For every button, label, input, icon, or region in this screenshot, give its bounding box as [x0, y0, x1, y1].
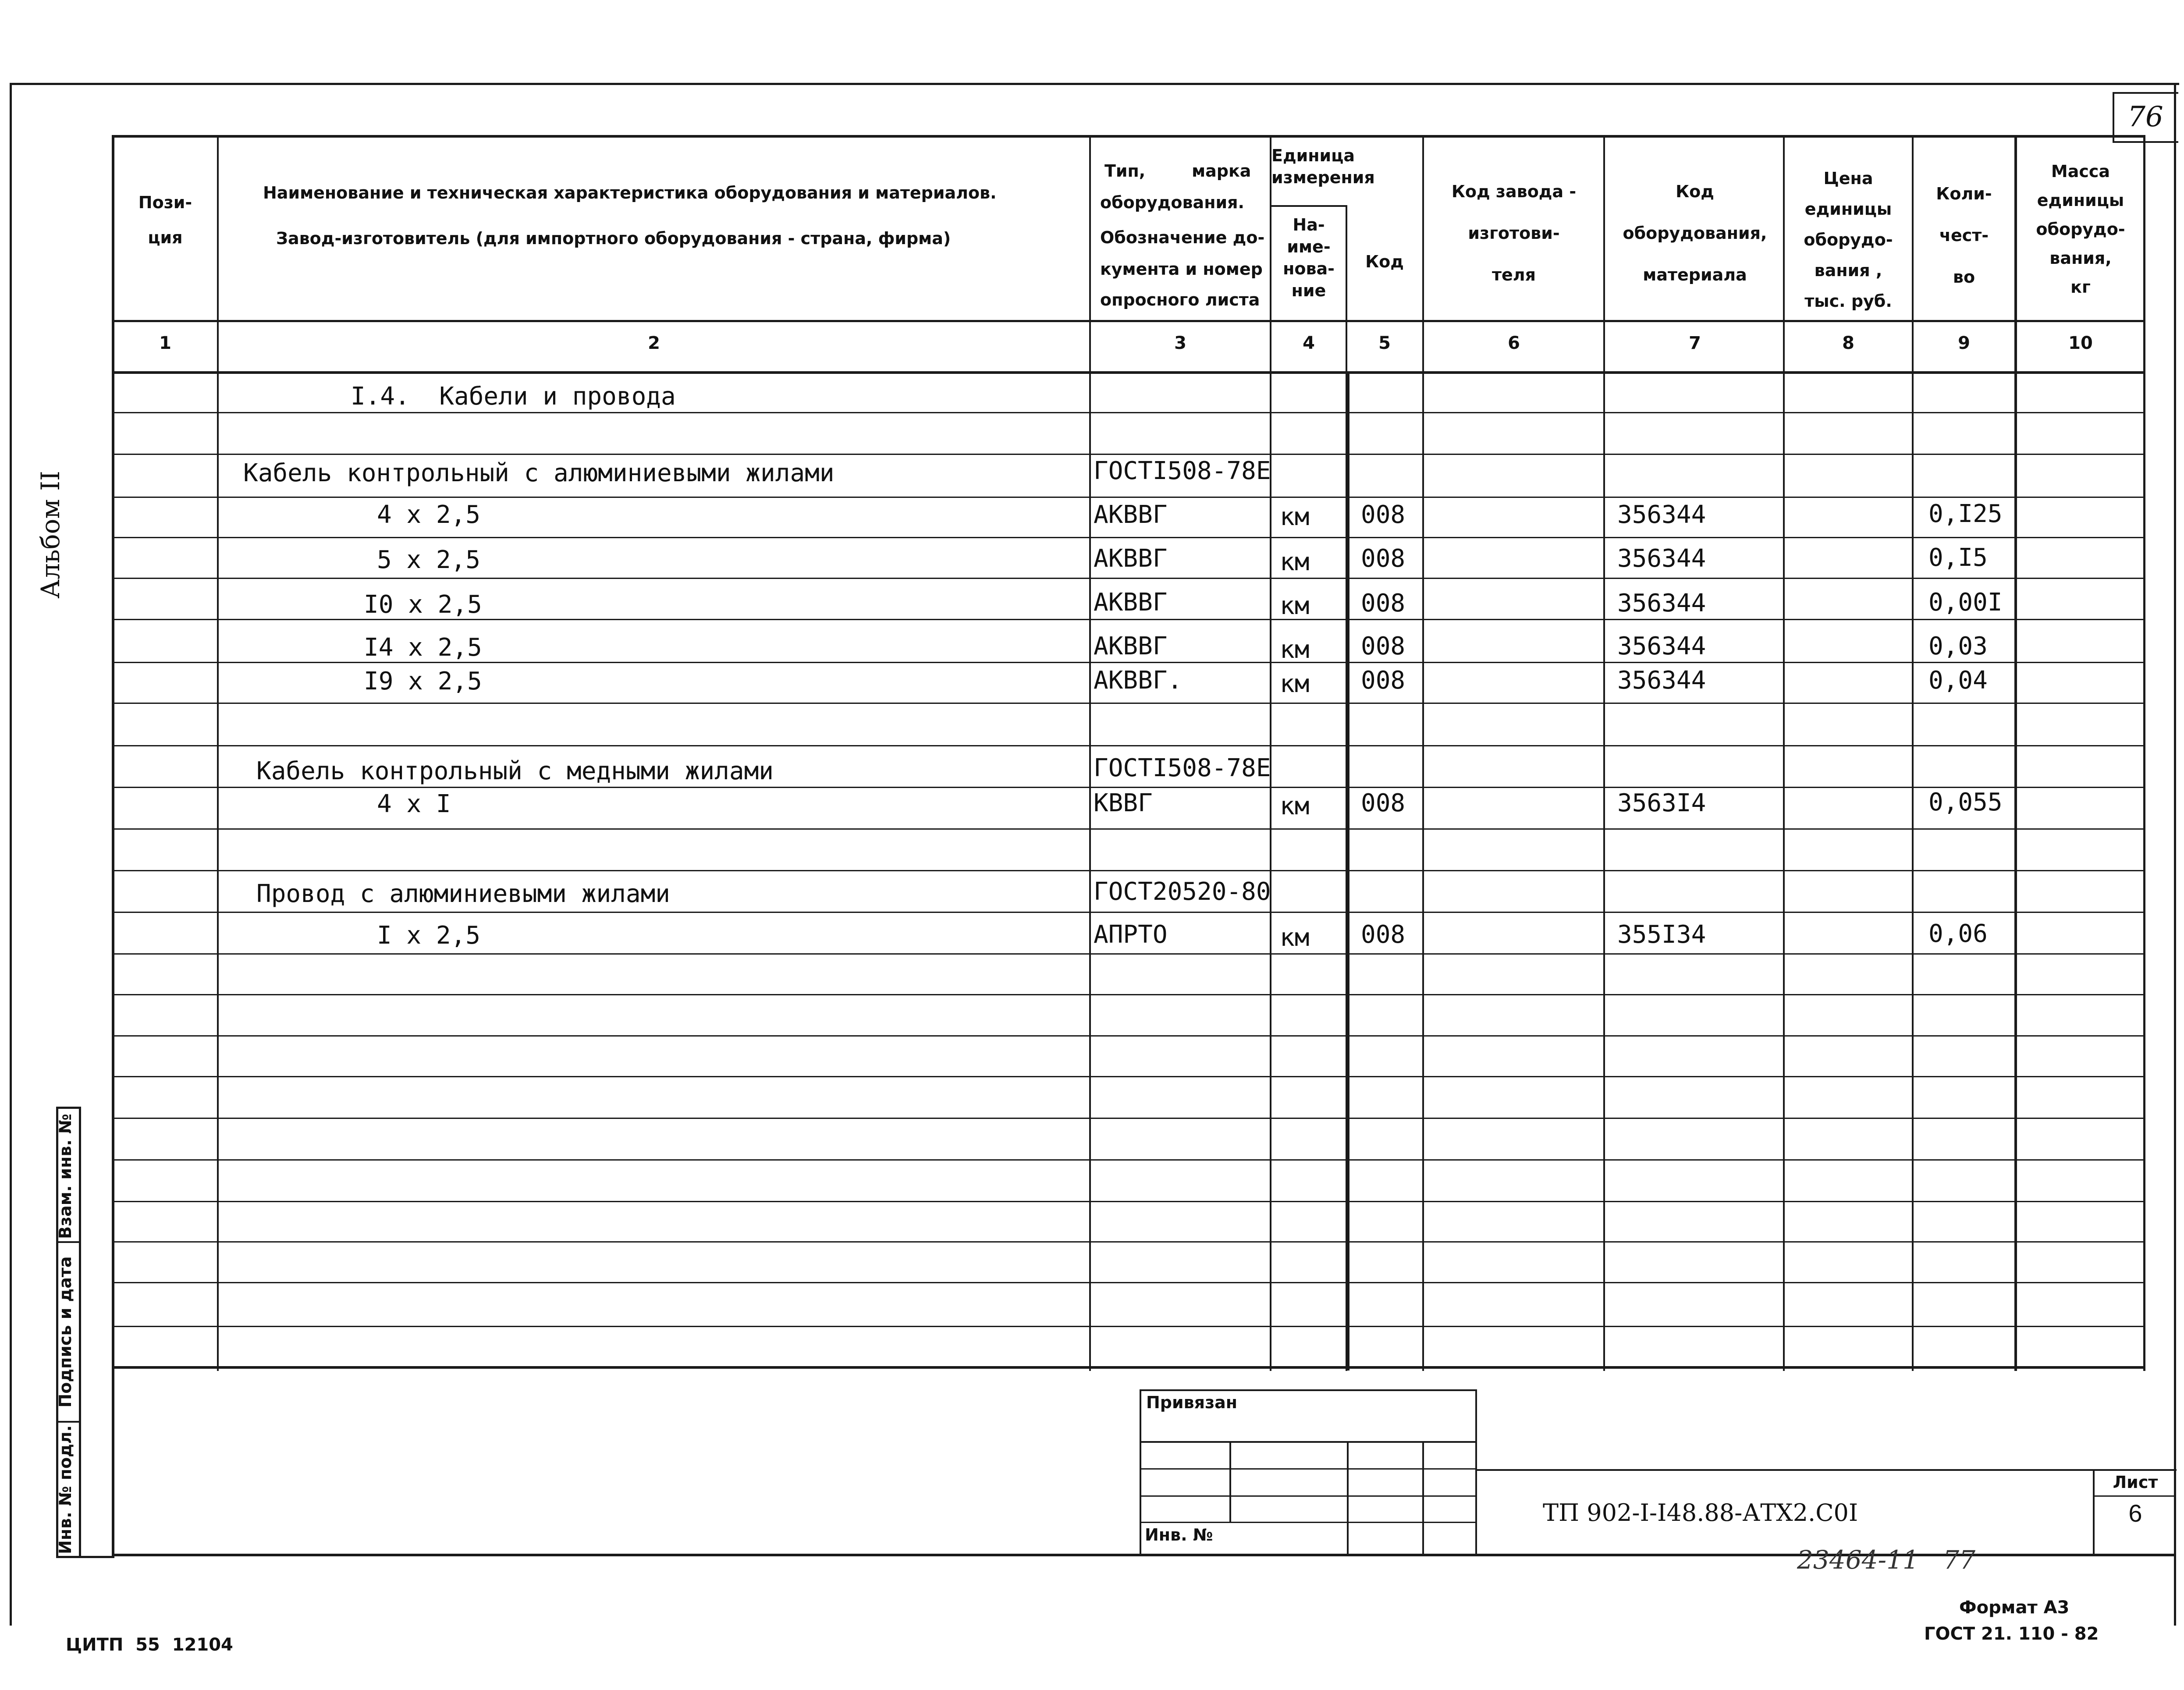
header-col5: Код — [1365, 252, 1404, 271]
cipt-label: ЦИТП 55 12104 — [66, 1635, 233, 1655]
table-row-mat-code: 356344 — [1617, 666, 1706, 695]
col-number-9: 9 — [1958, 333, 1970, 353]
header-col6-line1: Код завода - — [1451, 182, 1577, 201]
table-row-qty: 0,055 — [1928, 788, 2003, 817]
col-number-10: 10 — [2068, 333, 2093, 353]
table-row-mat-code: 356344 — [1617, 632, 1706, 660]
table-row-unit: км — [1280, 792, 1310, 820]
group-title-copper-cable: Кабель контрольный с медными жилами — [256, 757, 774, 785]
gost-copper-cable: ГОСТI508-78Е — [1094, 754, 1271, 782]
table-row-unit: км — [1280, 670, 1310, 698]
gost-label: ГОСТ 21. 110 - 82 — [1924, 1624, 2099, 1644]
table-row-type: АКВВГ — [1094, 501, 1168, 529]
header-col4-line4: ние — [1291, 281, 1326, 300]
col-number-2: 2 — [648, 333, 660, 353]
table-row-code: 008 — [1361, 920, 1406, 949]
header-col9-line3: во — [1953, 267, 1975, 287]
table-row-code: 008 — [1361, 589, 1406, 618]
header-col3-line2: оборудования. — [1100, 193, 1244, 212]
header-col10-line1: Масса — [2051, 162, 2110, 181]
table-row-code: 008 — [1361, 544, 1406, 573]
table-row-qty: 0,I25 — [1928, 500, 2003, 528]
format-label: Формат А3 — [1959, 1598, 2070, 1618]
sheet-number: 6 — [2128, 1499, 2142, 1527]
header-col1-line2: ция — [148, 228, 183, 247]
section-title: I.4. Кабели и провода — [351, 382, 676, 411]
col-number-4: 4 — [1303, 333, 1315, 353]
table-row-mat-code: 356344 — [1617, 501, 1706, 529]
col-number-7: 7 — [1689, 333, 1701, 353]
header-col8-line2: единицы — [1804, 199, 1892, 219]
table-row-qty: 0,00I — [1928, 588, 2003, 617]
header-col3-line1: Тип, марка — [1104, 161, 1251, 181]
table-row-name: I9 x 2,5 — [364, 667, 482, 696]
header-col4-line2: име- — [1287, 237, 1331, 256]
col-number-3: 3 — [1174, 333, 1186, 353]
table-row-name: 4 x 2,5 — [377, 501, 481, 529]
header-col8-line5: тыс. руб. — [1804, 291, 1892, 311]
inv-no-label: Инв. № — [1145, 1525, 1213, 1544]
gost-aluminium-cable: ГОСТI508-78Е — [1094, 457, 1271, 485]
header-unit-line1: Единица — [1271, 146, 1355, 165]
table-row-code: 008 — [1361, 501, 1406, 529]
header-col7-line2: оборудования, — [1623, 224, 1767, 243]
header-col6-line2: изготови- — [1468, 224, 1560, 243]
header-col2-line1: Наименование и техническая характеристика оборудования и материалов. — [263, 183, 997, 202]
header-col3-line4: кумента и номер — [1100, 259, 1263, 279]
table-row-name: 4 x I — [377, 790, 451, 818]
header-col9-line1: Коли- — [1936, 184, 1992, 203]
table-row-mat-code: 356344 — [1617, 589, 1706, 618]
header-col4-line3: нова- — [1283, 259, 1335, 278]
group-title-aluminium-cable: Кабель контрольный с алюминиевыми жилами — [243, 459, 835, 487]
document-code: ТП 902-I-I48.88-АТХ2.С0I — [1543, 1499, 1858, 1527]
col-number-1: 1 — [159, 333, 171, 353]
table-row-unit: км — [1280, 923, 1310, 952]
header-unit-line2: измерения — [1271, 168, 1375, 187]
header-col8-line4: вания , — [1814, 261, 1882, 280]
header-col3-line5: опросного листа — [1100, 290, 1260, 309]
table-row-type: АКВВГ — [1094, 544, 1168, 573]
group-title-aluminium-wire: Провод с алюминиевыми жилами — [256, 880, 671, 908]
sheet-label: Лист — [2113, 1473, 2158, 1492]
table-row-unit: км — [1280, 548, 1310, 576]
table-row-qty: 0,03 — [1928, 632, 1988, 660]
stamp-vzam-inv: Взам. инв. № — [56, 1114, 75, 1239]
header-col1-line1: Пози- — [138, 193, 192, 212]
header-col10-line3: оборудо- — [2036, 220, 2125, 239]
header-col2-line2: Завод-изготовитель (для импортного оборудования - страна, фирма) — [276, 229, 951, 248]
table-row-name: I4 x 2,5 — [364, 633, 482, 662]
table-row-name: 5 x 2,5 — [377, 546, 481, 574]
table-row-type: КВВГ — [1094, 789, 1153, 817]
table-row-qty: 0,04 — [1928, 666, 1988, 695]
stamp-podpis-data: Подпись и дата — [56, 1256, 75, 1408]
table-row-unit: км — [1280, 503, 1310, 531]
header-col10-line5: кг — [2070, 277, 2091, 297]
table-row-code: 008 — [1361, 666, 1406, 695]
table-row-unit: км — [1280, 636, 1310, 664]
stamp-inv-podl: Инв. № подл. — [56, 1425, 75, 1555]
header-col7-line1: Код — [1676, 182, 1714, 201]
privyazan-label: Привязан — [1146, 1393, 1238, 1412]
col-number-8: 8 — [1842, 333, 1854, 353]
table-row-type: АПРТО — [1094, 920, 1168, 949]
gost-aluminium-wire: ГОСТ20520-80 — [1094, 877, 1271, 906]
table-row-code: 008 — [1361, 789, 1406, 817]
header-col8-line1: Цена — [1823, 169, 1873, 188]
table-row-type: АКВВГ — [1094, 632, 1168, 660]
table-row-type: АКВВГ — [1094, 588, 1168, 617]
table-row-code: 008 — [1361, 632, 1406, 660]
handwritten-note: 23464-11 77 — [1797, 1545, 1976, 1575]
table-row-name: I x 2,5 — [377, 921, 481, 950]
header-col10-line4: вания, — [2049, 249, 2112, 268]
page-number: 76 — [2127, 101, 2163, 133]
table-row-qty: 0,06 — [1928, 920, 1988, 948]
col-number-5: 5 — [1378, 333, 1391, 353]
header-col10-line2: единицы — [2037, 191, 2124, 210]
table-row-mat-code: 355I34 — [1617, 920, 1706, 949]
table-row-unit: км — [1280, 592, 1310, 620]
header-col9-line2: чест- — [1939, 226, 1989, 245]
album-label: Альбом II — [36, 471, 65, 599]
table-row-name: I0 x 2,5 — [364, 590, 482, 619]
table-row-mat-code: 3563I4 — [1617, 789, 1706, 817]
header-col3-line3: Обозначение до- — [1100, 228, 1265, 247]
header-col6-line3: теля — [1492, 265, 1536, 284]
col-number-6: 6 — [1508, 333, 1520, 353]
header-col7-line3: материала — [1643, 265, 1747, 284]
table-row-mat-code: 356344 — [1617, 544, 1706, 573]
header-col8-line3: оборудо- — [1804, 230, 1893, 249]
header-col4-line1: На- — [1293, 215, 1325, 234]
table-row-qty: 0,I5 — [1928, 543, 1988, 572]
table-row-type: АКВВГ. — [1094, 666, 1183, 695]
